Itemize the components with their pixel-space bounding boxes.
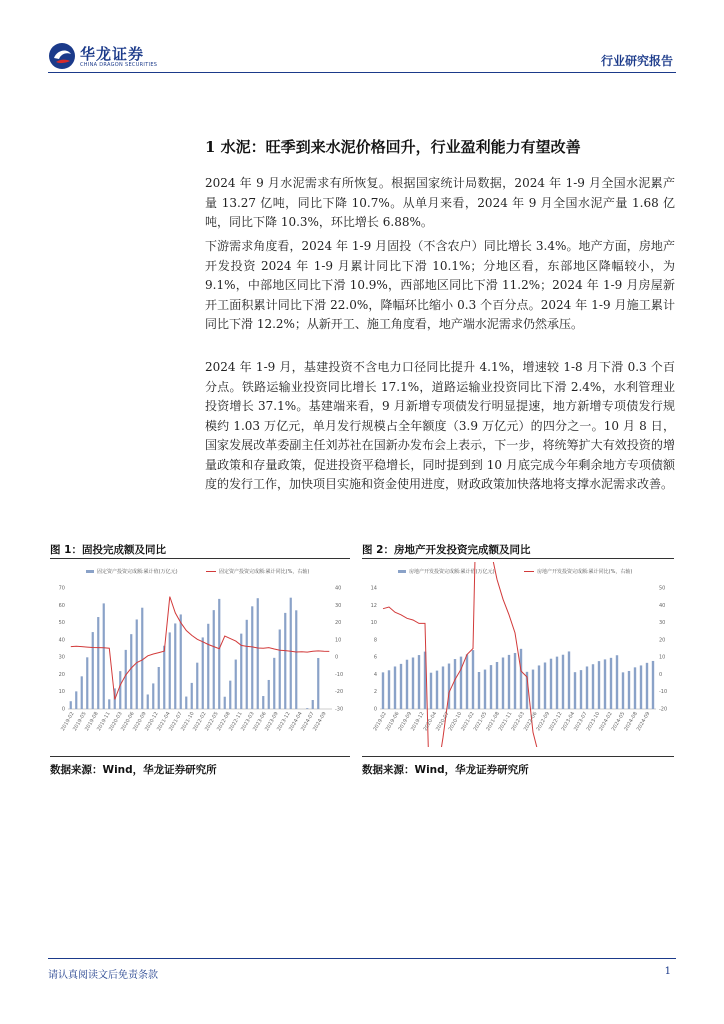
report-type-label: 行业研究报告 bbox=[600, 54, 673, 68]
x-tick-label: 2019-08 bbox=[84, 711, 100, 733]
bar bbox=[136, 619, 138, 709]
bar bbox=[152, 683, 154, 709]
x-tick-label: 2020-04 bbox=[422, 711, 439, 733]
brand-logo bbox=[48, 40, 168, 74]
bar bbox=[478, 672, 480, 709]
y-left-tick-label: 30 bbox=[58, 654, 65, 661]
bar bbox=[196, 663, 198, 709]
y-left-tick-label: 20 bbox=[58, 671, 65, 678]
y-left-tick-label: 70 bbox=[58, 585, 65, 592]
bar bbox=[514, 653, 516, 709]
bar bbox=[622, 672, 624, 709]
x-tick-label: 2022-03 bbox=[510, 711, 527, 733]
x-tick-label: 2019-02 bbox=[372, 711, 389, 733]
bar bbox=[158, 667, 160, 709]
x-tick-label: 2020-12 bbox=[144, 711, 160, 733]
x-tick-label: 2019-11 bbox=[96, 711, 112, 733]
bar bbox=[290, 598, 292, 709]
bar bbox=[598, 661, 600, 709]
bar bbox=[550, 659, 552, 709]
x-tick-label: 2023-04 bbox=[560, 711, 577, 733]
bar bbox=[418, 655, 420, 709]
figure-1-source: 数据来源：Wind，华龙证券研究所 bbox=[50, 764, 217, 776]
bar bbox=[412, 657, 414, 709]
figure-1-bottom-rule bbox=[50, 756, 350, 757]
bar bbox=[586, 666, 588, 709]
y-left-tick-label: 8 bbox=[373, 637, 377, 644]
legend-bar-swatch bbox=[398, 570, 406, 573]
bar bbox=[640, 665, 642, 709]
figure-2-bottom-rule bbox=[362, 756, 674, 757]
bar bbox=[610, 658, 612, 709]
bar bbox=[490, 665, 492, 709]
y-left-tick-label: 40 bbox=[58, 637, 65, 644]
y-right-tick-label: -20 bbox=[659, 706, 668, 713]
y-right-tick-label: -10 bbox=[659, 689, 668, 696]
bar bbox=[185, 697, 187, 709]
bar bbox=[562, 655, 564, 709]
x-tick-label: 2019-06 bbox=[384, 711, 401, 733]
bar bbox=[592, 664, 594, 709]
bar bbox=[306, 708, 308, 709]
y-right-tick-label: 40 bbox=[335, 585, 342, 592]
bar bbox=[406, 660, 408, 709]
paragraph-cement-production: 2024 年 9 月水泥需求有所恢复。根据国家统计局数据，2024 年 1-9 月全国水泥累产量 13.27 亿吨，同比下降 10.7%。从单月来看，2024 年 9 月全国水泥产量 1.68 亿吨，同比下降 10.3%，环比增长 6.88%。 bbox=[205, 176, 675, 229]
bar bbox=[520, 649, 522, 709]
bar bbox=[460, 657, 462, 709]
y-right-tick-label: -20 bbox=[335, 689, 344, 696]
bar bbox=[125, 650, 127, 709]
y-left-tick-label: 2 bbox=[373, 689, 377, 696]
y-right-tick-label: -10 bbox=[335, 671, 344, 678]
bar bbox=[103, 603, 105, 709]
x-tick-label: 2021-10 bbox=[180, 711, 196, 733]
bar bbox=[180, 614, 182, 709]
brand-subtitle: CHINA DRAGON SECURITIES bbox=[80, 62, 158, 68]
brand-name: 华龙证券 bbox=[80, 45, 145, 63]
bar bbox=[652, 661, 654, 709]
y-right-tick-label: 30 bbox=[659, 620, 666, 627]
bar bbox=[75, 691, 77, 709]
y-right-tick-label: 20 bbox=[335, 620, 342, 627]
bar bbox=[97, 617, 99, 709]
x-tick-label: 2020-07 bbox=[435, 711, 451, 733]
bar bbox=[130, 634, 132, 709]
bar bbox=[262, 696, 264, 709]
x-tick-label: 2021-07 bbox=[168, 711, 184, 733]
bar bbox=[502, 657, 504, 709]
x-tick-label: 2022-06 bbox=[522, 711, 539, 733]
x-tick-label: 2023-09 bbox=[264, 711, 280, 733]
bar bbox=[295, 610, 297, 709]
figure-2-top-rule bbox=[362, 558, 674, 559]
figure-1-top-rule bbox=[50, 558, 350, 559]
bar bbox=[312, 700, 314, 709]
y-right-tick-label: 10 bbox=[659, 654, 666, 661]
x-tick-label: 2020-03 bbox=[108, 711, 124, 733]
bar bbox=[400, 664, 402, 709]
figure-1-chart bbox=[50, 562, 350, 747]
paragraph-infrastructure: 2024 年 1-9 月，基建投资不含电力口径同比提升 4.1%，增速较 1-8 月下滑 0.3 个百分点。铁路运输业投资同比增长 17.1%，道路运输业投资同比下滑 2.4%，水利管理业投资增长 37.1%。基建端来看，9 月新增专项债发行明显提速，地方新增专项债发行规模约 1.03 万亿元，单月发行规模占全年额度（3.9 万亿元）的四分之一。10 月 8 日，国家发展改革委副主任刘苏社在国新办发布会上表示，下一步，将统筹扩大有效投资的增量政策和存量政策，促进投资平稳增长，同时提到到 10 月底完成今年剩余地方专项债额度的发行工作，加快项目实施和资金使用进度，财政政策加快落地将支撑水泥需求改善。 bbox=[205, 360, 675, 491]
bar bbox=[568, 651, 570, 709]
x-tick-label: 2024-07 bbox=[300, 711, 316, 733]
bar bbox=[207, 624, 209, 709]
dragon-logo-icon bbox=[48, 42, 76, 70]
x-tick-label: 2019-02 bbox=[60, 711, 76, 733]
bar bbox=[119, 671, 121, 709]
bar bbox=[174, 623, 176, 709]
bar bbox=[628, 671, 630, 709]
bar bbox=[257, 598, 259, 709]
bar bbox=[246, 620, 248, 709]
x-tick-label: 2022-02 bbox=[192, 711, 208, 733]
bar bbox=[574, 672, 576, 709]
bar bbox=[284, 613, 286, 709]
bar bbox=[202, 637, 204, 709]
y-right-tick-label: 10 bbox=[335, 637, 342, 644]
x-tick-label: 2022-12 bbox=[547, 711, 564, 733]
bar bbox=[235, 660, 237, 709]
figure-1-title: 图 1：固投完成额及同比 bbox=[50, 544, 166, 556]
bar bbox=[224, 697, 226, 709]
x-tick-label: 2024-09 bbox=[312, 711, 328, 733]
x-tick-label: 2022-08 bbox=[216, 711, 232, 733]
bar bbox=[646, 663, 648, 709]
bar bbox=[251, 606, 253, 709]
y-right-tick-label: 20 bbox=[659, 637, 666, 644]
x-tick-label: 2023-10 bbox=[585, 711, 602, 733]
header-divider bbox=[48, 72, 676, 73]
bar bbox=[213, 610, 215, 709]
y-right-tick-label: 30 bbox=[335, 602, 342, 609]
bar bbox=[472, 650, 474, 709]
bar bbox=[163, 646, 165, 709]
x-tick-label: 2019-12 bbox=[409, 711, 426, 733]
x-tick-label: 2022-09 bbox=[535, 711, 552, 733]
bar bbox=[496, 662, 498, 709]
x-tick-label: 2023-07 bbox=[573, 711, 589, 733]
x-tick-label: 2022-05 bbox=[204, 711, 220, 733]
bar bbox=[86, 657, 88, 709]
bar bbox=[484, 670, 486, 709]
bar bbox=[430, 673, 432, 709]
x-tick-label: 2019-05 bbox=[72, 711, 88, 733]
bar bbox=[556, 657, 558, 709]
y-left-tick-label: 50 bbox=[58, 620, 65, 627]
bar bbox=[454, 659, 456, 709]
x-tick-label: 2020-09 bbox=[132, 711, 148, 733]
figure-2-chart bbox=[362, 562, 674, 747]
bar bbox=[229, 681, 231, 709]
y-left-tick-label: 14 bbox=[370, 585, 377, 592]
bar bbox=[382, 672, 384, 709]
bar bbox=[191, 683, 193, 709]
y-right-tick-label: 0 bbox=[335, 654, 339, 661]
y-right-tick-label: 40 bbox=[659, 602, 666, 609]
legend-bar-swatch bbox=[86, 570, 94, 573]
x-tick-label: 2019-09 bbox=[397, 711, 414, 733]
paragraph-downstream-demand: 下游需求角度看，2024 年 1-9 月固投（不含农户）同比增长 3.4%。地产方面，房地产开发投资 2024 年 1-9 月累计同比下滑 10.1%；分地区看，东部地区降幅较小，为 9.1%，中部地区同比下滑 10.9%，西部地区同比下滑 11.2%；2024 年 1-9 月房屋新开工面积累计同比下滑 22.0%，降幅环比缩小 0.3 个百分点。2024 年 1-9 月施工累计同比下滑 12.2%；从新开工、施工角度看，地产端水泥需求仍然承压。 bbox=[205, 239, 675, 331]
y-left-tick-label: 4 bbox=[373, 671, 377, 678]
y-left-tick-label: 60 bbox=[58, 602, 65, 609]
x-tick-label: 2024-02 bbox=[598, 711, 614, 733]
y-right-tick-label: 50 bbox=[659, 585, 666, 592]
bar bbox=[273, 658, 275, 709]
x-tick-label: 2021-05 bbox=[472, 711, 489, 733]
figure-2-title: 图 2：房地产开发投资完成额及同比 bbox=[362, 544, 531, 556]
bar bbox=[169, 632, 171, 709]
bar bbox=[394, 666, 396, 709]
bar bbox=[442, 666, 444, 709]
x-tick-label: 2024-08 bbox=[623, 711, 639, 733]
page-number: 1 bbox=[664, 966, 671, 977]
x-tick-label: 2020-10 bbox=[447, 711, 464, 733]
x-tick-label: 2021-08 bbox=[485, 711, 501, 733]
y-left-tick-label: 6 bbox=[373, 654, 377, 661]
bar bbox=[141, 608, 143, 709]
legend-bar-label: 固定资产投资完成额:累计值(万亿元) bbox=[97, 569, 178, 575]
x-tick-label: 2020-06 bbox=[120, 711, 136, 733]
bar bbox=[544, 663, 546, 709]
bar bbox=[466, 654, 468, 709]
bar bbox=[218, 599, 220, 709]
y-left-tick-label: 12 bbox=[370, 602, 377, 609]
x-tick-label: 2021-11 bbox=[497, 711, 514, 733]
bar bbox=[436, 671, 438, 709]
bar bbox=[604, 659, 606, 709]
bar bbox=[580, 670, 582, 709]
bar bbox=[317, 658, 319, 709]
bar bbox=[508, 655, 510, 709]
bar bbox=[388, 670, 390, 709]
bar bbox=[538, 665, 540, 709]
figure-1-svg bbox=[50, 562, 350, 747]
y-left-tick-label: 10 bbox=[370, 620, 377, 627]
x-tick-label: 2023-03 bbox=[240, 711, 256, 733]
bar bbox=[108, 699, 110, 709]
x-tick-label: 2023-12 bbox=[276, 711, 292, 733]
x-tick-label: 2021-04 bbox=[156, 711, 172, 733]
bar bbox=[81, 676, 83, 709]
bar bbox=[92, 632, 94, 709]
x-tick-label: 2024-05 bbox=[610, 711, 627, 733]
bar bbox=[268, 680, 270, 709]
footer-divider bbox=[48, 958, 676, 959]
figure-2-source: 数据来源：Wind，华龙证券研究所 bbox=[362, 764, 529, 776]
figure-2-svg bbox=[362, 562, 674, 747]
x-tick-label: 2021-02 bbox=[460, 711, 476, 733]
legend-line-label: 房地产开发投资完成额:累计同比(%，右轴) bbox=[537, 569, 633, 575]
bar bbox=[70, 701, 72, 709]
y-left-tick-label: 0 bbox=[373, 706, 377, 713]
bar bbox=[634, 667, 636, 709]
bar bbox=[532, 670, 534, 709]
x-tick-label: 2024-04 bbox=[288, 711, 304, 733]
y-right-tick-label: -30 bbox=[335, 706, 344, 713]
section-title: 1 水泥：旺季到来水泥价格回升，行业盈利能力有望改善 bbox=[205, 138, 581, 156]
y-left-tick-label: 10 bbox=[58, 689, 65, 696]
x-tick-label: 2023-06 bbox=[252, 711, 268, 733]
footer-disclaimer: 请认真阅读文后免责条款 bbox=[48, 970, 158, 981]
y-right-tick-label: 0 bbox=[659, 671, 663, 678]
legend-bar-label: 房地产开发投资完成额:累计值(万亿元) bbox=[409, 569, 495, 575]
legend-line-label: 固定资产投资完成额:累计同比(%，右轴) bbox=[219, 569, 310, 575]
bar bbox=[616, 655, 618, 709]
x-tick-label: 2022-11 bbox=[228, 711, 244, 733]
y-left-tick-label: 0 bbox=[61, 706, 65, 713]
x-tick-label: 2024-09 bbox=[635, 711, 652, 733]
bar bbox=[147, 694, 149, 709]
bar bbox=[279, 629, 281, 709]
